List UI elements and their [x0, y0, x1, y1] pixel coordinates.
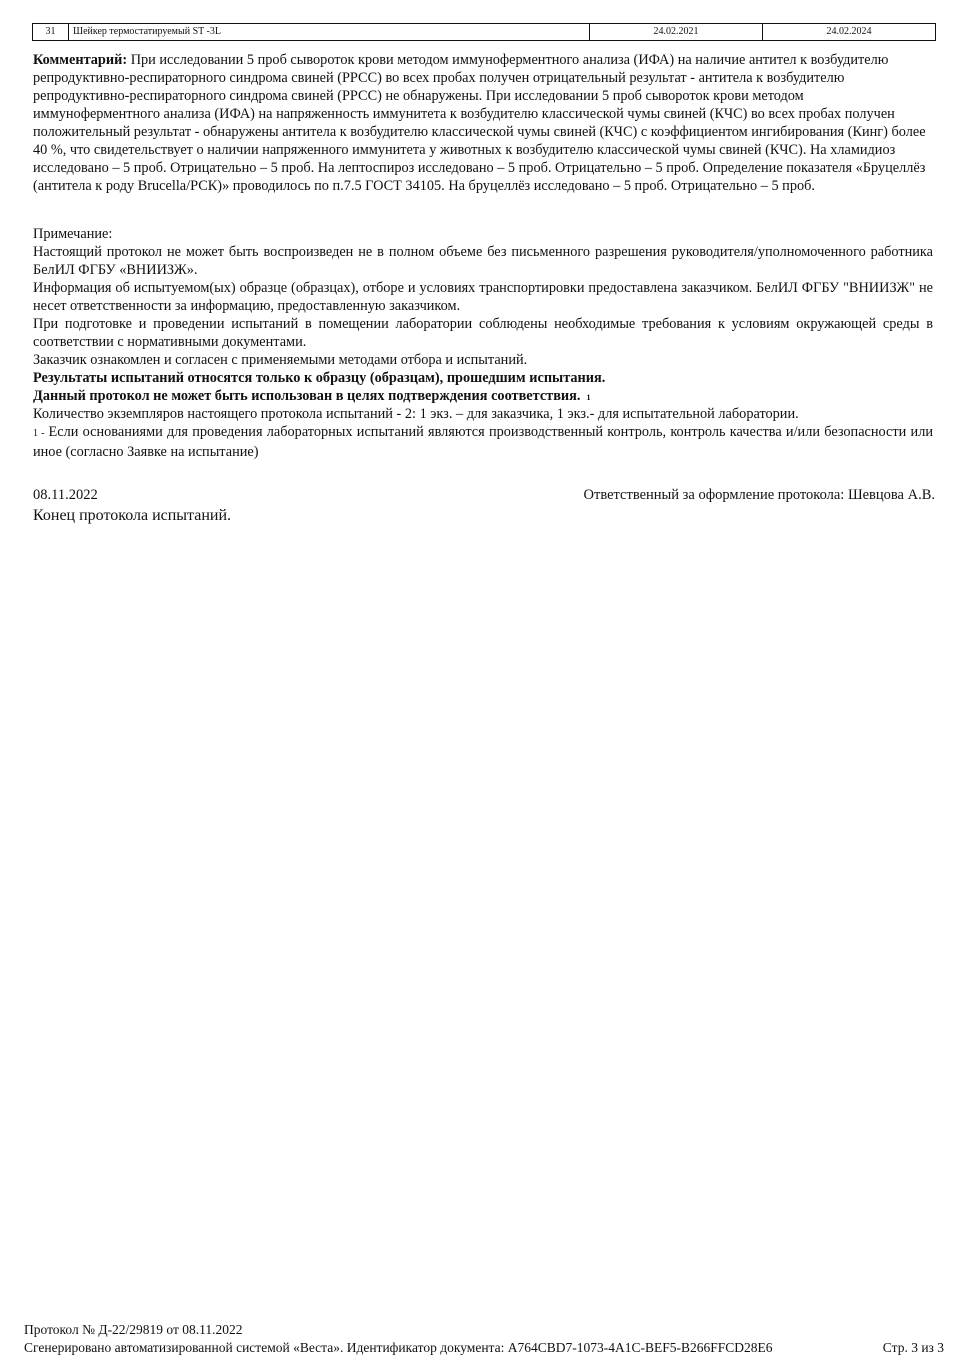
page-number: Стр. 3 из 3 — [882, 1340, 944, 1355]
footer-generated-line — [24, 1340, 944, 1356]
note-environment: При подготовке и проведении испытаний в помещении лаборатории соблюдены необходимые требования к условиям окружающей среды в соответствии с нормативными документами. — [33, 316, 933, 350]
footnote-text: Если основаниями для проведения лабораторных испытаний являются производственный контроль, контроль качества и/или безопасности или иное (согласно Заявке на испытание) — [33, 424, 933, 460]
comment-text: При исследовании 5 проб сывороток крови методом иммуноферментного анализа (ИФА) на наличие антител к возбудителю репродуктивно-респираторного синдрома свиней (РРСС) во всех пробах получен отрицательный результат - антитела к возбудителю репродуктивно-респираторного синдрома свиней (РРСС) не обнаружены. При исследовании 5 проб сывороток крови методом иммуноферментного анализа (ИФА) на напряженность иммунитета к возбудителю классической чумы свиней (КЧС) во всех пробах получен положительный результат - обнаружены антитела к возбудителю классической чумы свиней (КЧС) с коэффициентом ингибирования (Кинг) более 40 %, что свидетельствует о наличии напряженного иммунитета у животных к возбудителю классической чумы свиней (КЧС). На хламидиоз исследовано – 5 проб. Отрицательно – 5 проб. На лептоспироз исследовано – 5 проб. Отрицательно – 5 проб. Определение показателя «Бруцеллёз (антитела к роду Brucella/РСК)» проводилось по п.7.5 ГОСТ 34105. На бруцеллёз исследовано – 5 проб. Отрицательно – 5 проб. — [33, 52, 926, 194]
note-sample-info: Информация об испытуемом(ых) образце (образцах), отборе и условиях транспортировки предоставлена заказчиком. БелИЛ ФГБУ "ВНИИЗЖ" не несет ответственности за информацию, предоставленную заказчиком. — [33, 280, 933, 314]
valid-until-date: 24.02.2024 — [763, 24, 936, 41]
notes-section — [33, 225, 933, 461]
end-of-protocol: Конец протокола испытаний. — [33, 507, 232, 524]
table-row — [33, 24, 936, 41]
note-not-for-conformity-text: Данный протокол не может быть использован в целях подтверждения соответствия. — [33, 388, 581, 404]
note-reproduction: Настоящий протокол не может быть воспроизведен не в полном объеме без письменного разрешения руководителя/уполномоченного работника БелИЛ ФГБУ «ВНИИЗЖ». — [33, 244, 933, 278]
calibration-date: 24.02.2021 — [590, 24, 763, 41]
note-customer-agreement: Заказчик ознакомлен и согласен с применяемыми методами отбора и испытаний. — [33, 352, 528, 368]
comment-label: Комментарий: — [33, 52, 128, 68]
comment-paragraph — [33, 51, 933, 195]
equipment-name: Шейкер термостатируемый ST -3L — [69, 24, 590, 41]
row-number: 31 — [33, 24, 69, 41]
note-results-scope: Результаты испытаний относятся только к образцу (образцам), прошедшим испытания. — [33, 370, 606, 386]
footnote-reference: 1 — [586, 393, 591, 402]
responsible-person: Ответственный за оформление протокола: Шевцова А.В. — [583, 487, 935, 503]
footer-generated-text: Сгенерировано автоматизированной системой «Веста». Идентификатор документа: A764CBD7-1073-4A1C-BEF5-B266FFCD28E6 — [24, 1340, 773, 1355]
signature-date: 08.11.2022 — [33, 487, 98, 503]
footnote — [33, 423, 933, 461]
equipment-table — [32, 23, 936, 41]
note-copies: Количество экземпляров настоящего протокола испытаний - 2: 1 экз. – для заказчика, 1 экз.- для испытательной лаборатории. — [33, 406, 799, 422]
note-not-for-conformity — [33, 387, 933, 405]
notes-heading: Примечание: — [33, 226, 113, 242]
footnote-mark: 1 - — [33, 428, 45, 439]
footer-protocol-number: Протокол № Д-22/29819 от 08.11.2022 — [24, 1322, 243, 1337]
